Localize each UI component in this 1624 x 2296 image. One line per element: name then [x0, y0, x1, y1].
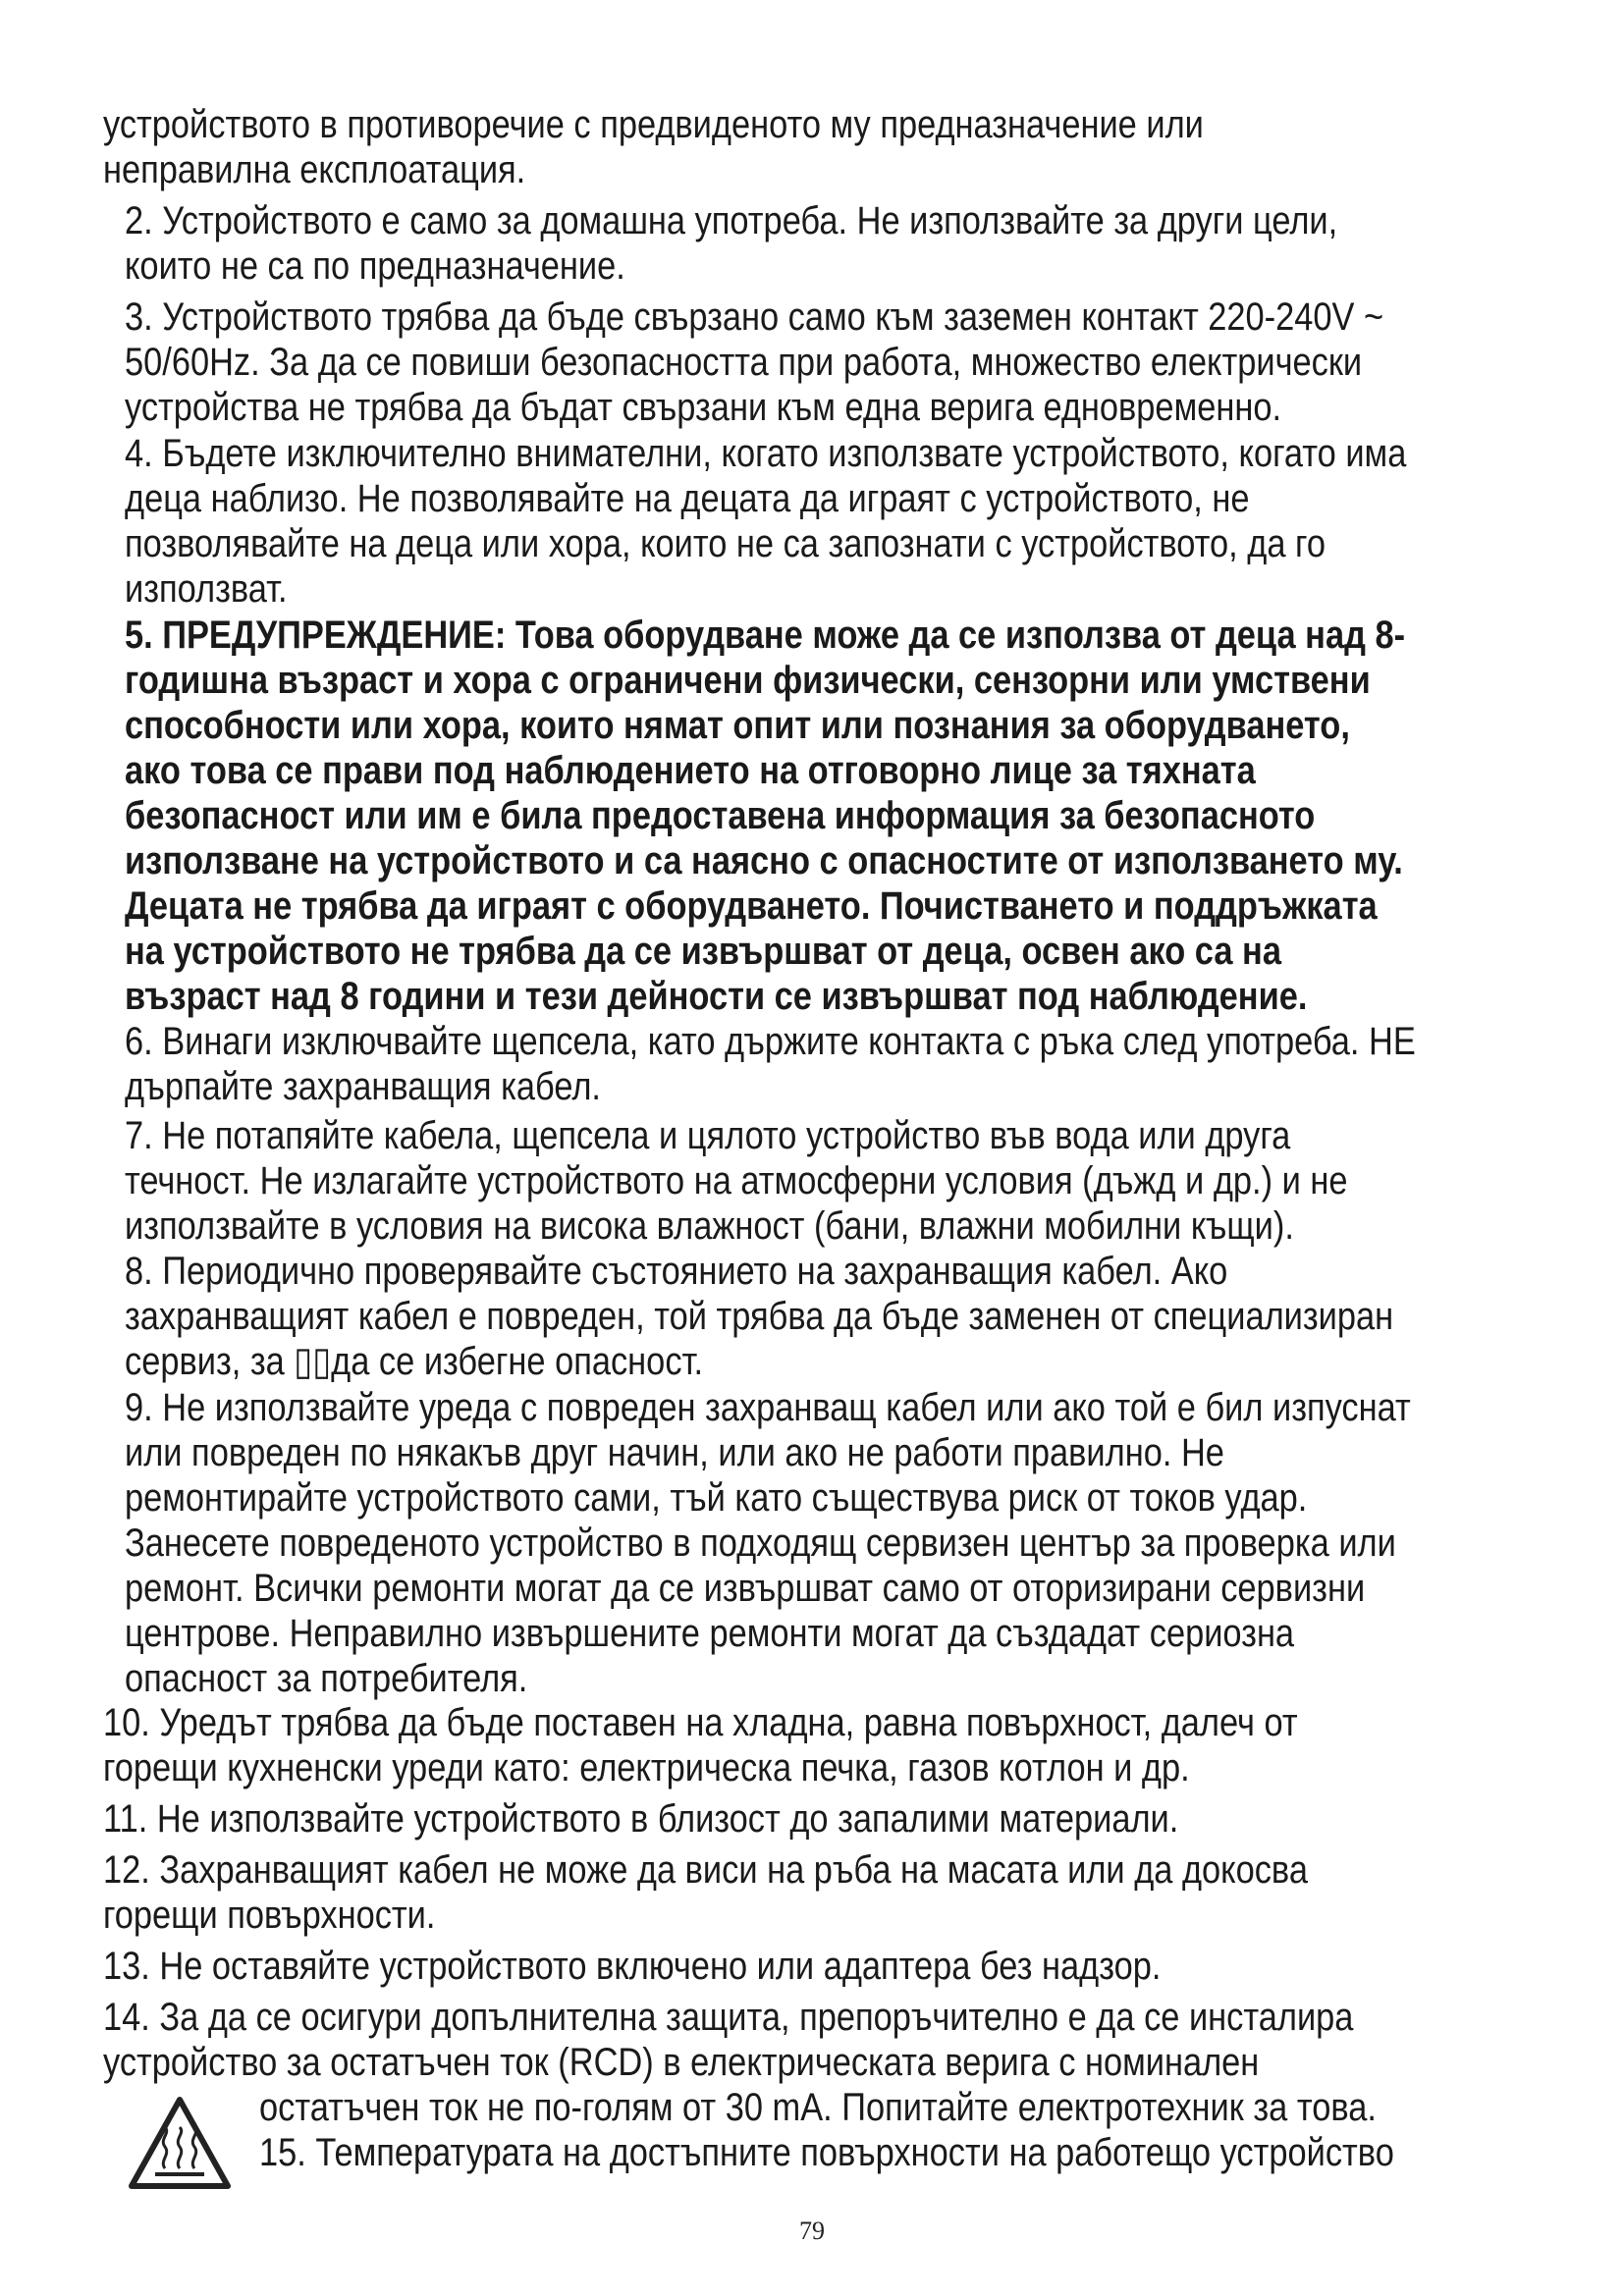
paragraph-p5 [103, 613, 1548, 1019]
text-line: използвайте в условия на висока влажност (бани, влажни мобилни къщи). [125, 1204, 1294, 1248]
text-line: възраст над 8 години и тези дейности се извършват под наблюдение. [125, 975, 1308, 1018]
paragraph-p13 [103, 1944, 1527, 1989]
text-line: устройство за остатъчен ток (RCD) в електрическата верига с номинален [103, 2041, 1260, 2084]
text-line: 10. Уредът трябва да бъде поставен на хладна, равна повърхност, далеч от [103, 1701, 1298, 1744]
hot-surface-warning-icon [126, 2094, 234, 2192]
text-line: 11. Не използвайте устройството в близост до запалими материали. [103, 1797, 1179, 1841]
text-line: ремонт. Всички ремонти могат да се извършват само от оторизирани сервизни [125, 1567, 1366, 1610]
paragraph-p8 [103, 1249, 1548, 1384]
text-line: захранващият кабел е повреден, той трябва да бъде заменен от специализиран [125, 1295, 1394, 1338]
page-number: 79 [799, 2216, 825, 2245]
text-line: годишна възраст и хора с ограничени физически, сензорни или умствени [125, 659, 1371, 702]
paragraph-p11 [103, 1796, 1527, 1842]
text-line: на устройството не трябва да се извършват от деца, освен ако са на [125, 930, 1281, 973]
paragraph-p6 [103, 1019, 1548, 1109]
text-line: деца наблизо. Не позволявайте на децата да играят с устройството, не [125, 477, 1250, 520]
text-line: ремонтирайте устройството сами, тъй като съществува риск от токов удар. [125, 1476, 1308, 1520]
text-line: опасност за потребителя. [125, 1657, 528, 1700]
text-line: 7. Не потапяйте кабела, щепсела и цялото устройство във вода или друга [125, 1114, 1291, 1157]
text-line: Децата не трябва да играят с оборудването. Почистването и поддръжката [125, 884, 1378, 928]
text-line: Занесете повреденото устройство в подходящ сервизен център за проверка или [125, 1522, 1396, 1565]
text-line: центрове. Неправилно извършените ремонти могат да създадат сериозна [125, 1612, 1295, 1655]
text-line: течност. Не излагайте устройството на атмосферни условия (дъжд и др.) и не [125, 1159, 1348, 1202]
text-line: неправилна експлоатация. [103, 148, 526, 191]
text-line: 5. ПРЕДУПРЕЖДЕНИЕ: Това оборудване може да се използва от деца над 8- [125, 614, 1406, 657]
paragraph-p10 [103, 1700, 1527, 1790]
text-line: или повреден по някакъв друг начин, или ако не работи правилно. Не [125, 1431, 1224, 1474]
text-line: 3. Устройството трябва да бъде свързано само към заземен контакт 220-240V ~ [125, 295, 1384, 339]
paragraph-p2 [103, 198, 1548, 289]
text-line: сервиз, за ▯▯да се избегне опасност. [125, 1340, 704, 1383]
text-line: дърпайте захранващия кабел. [125, 1065, 601, 1108]
warning-line: 15. Температурата на достъпните повърхности на работещо устройство [259, 2131, 1394, 2174]
paragraph-p3 [103, 294, 1548, 430]
text-line: 12. Захранващият кабел не може да виси на ръба на масата или да докосва [103, 1848, 1308, 1892]
text-line: устройството в противоречие с предвиденото му предназначение или [103, 103, 1204, 146]
text-line: 50/60Hz. За да се повиши безопасността при работа, множество електрически [125, 341, 1363, 384]
text-line: устройства не трябва да бъдат свързани към една верига едновременно. [125, 386, 1282, 429]
warning-line: остатъчен ток не по-голям от 30 mA. Попитайте електротехник за това. [259, 2086, 1377, 2129]
text-line: безопасност или им е била предоставена информация за безопасното [125, 794, 1316, 837]
text-line: 2. Устройството е само за домашна употреба. Не използвайте за други цели, [125, 199, 1338, 242]
text-line: използване на устройството и са наясно с опасностите от използването му. [125, 839, 1403, 882]
text-line: ако това се прави под наблюдението на отговорно лице за тяхната [125, 749, 1256, 792]
text-line: 9. Не използвайте уреда с повреден захранващ кабел или ако той е бил изпуснат [125, 1386, 1411, 1429]
text-line: горещи кухненски уреди като: електрическа печка, газов котлон и др. [103, 1746, 1190, 1789]
text-line: използват. [125, 567, 288, 611]
text-line: 4. Бъдете изключително внимателни, когато използвате устройството, когато има [125, 432, 1407, 475]
warning-paragraph [259, 2085, 1536, 2175]
text-line: 14. За да се осигури допълнителна защита, препоръчително е да се инсталира [103, 1996, 1354, 2039]
text-line: 8. Периодично проверявайте състоянието на захранващия кабел. Ако [125, 1250, 1228, 1293]
text-line: 6. Винаги изключвайте щепсела, като държите контакта с ръка след употреба. НЕ [125, 1020, 1416, 1063]
text-line: 13. Не оставяйте устройството включено или адаптера без надзор. [103, 1945, 1162, 1988]
paragraph-p14 [103, 1995, 1527, 2085]
text-line: позволявайте на деца или хора, които не са запознати с устройството, да го [125, 522, 1326, 565]
text-line: които не са по предназначение. [125, 244, 625, 288]
paragraph-p12 [103, 1847, 1527, 1938]
text-line: горещи повърхности. [103, 1894, 436, 1937]
paragraph-p4 [103, 431, 1548, 612]
paragraph-p7 [103, 1113, 1548, 1249]
paragraph-p9 [103, 1385, 1548, 1701]
paragraph-p0 [103, 102, 1527, 192]
text-line: способности или хора, които нямат опит или познания за оборудването, [125, 704, 1350, 747]
